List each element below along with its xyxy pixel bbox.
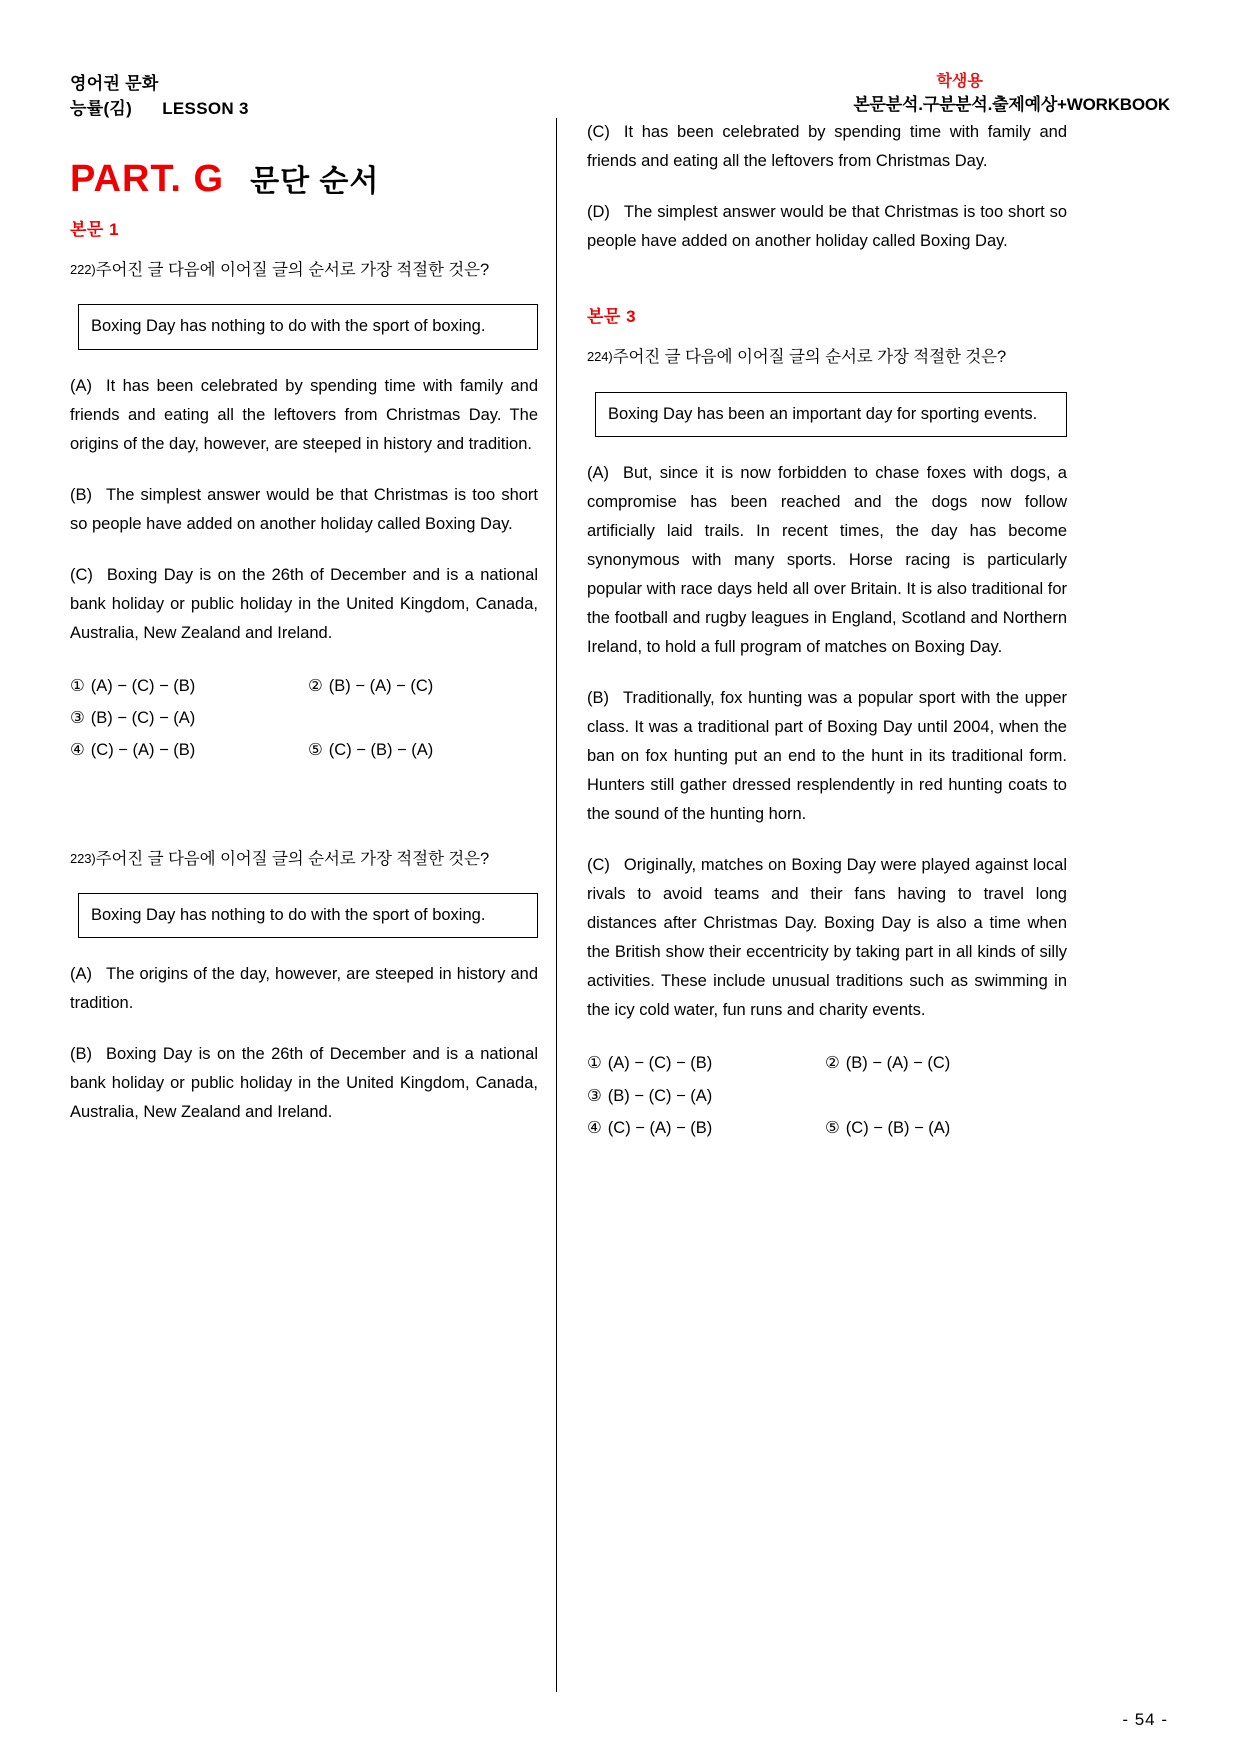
option-4[interactable] (70, 734, 308, 766)
section-label-bonmun-3: 본문 3 (587, 307, 637, 327)
paragraph-tag-a: (A) (70, 965, 92, 984)
question-224-text: 주어진 글 다음에 이어질 글의 순서로 가장 적절한 것은? (612, 348, 1007, 367)
paragraph-body-d: The simplest answer would be that Christmas is too short so people have added on another holiday called Boxing Day. (587, 203, 1067, 251)
paragraph-body-b: Traditionally, fox hunting was a popular sport with the upper class. It was a traditional part of Boxing Day until 2004, when the ban on fox hunting put an end to the hunt in its traditional form. Hunters still gather dressed resplendently in red hunting coats to the sound of the hunting horn. (587, 689, 1067, 824)
option-4[interactable] (587, 1112, 825, 1144)
page-number: - 54 - (1122, 1710, 1168, 1729)
question-222-paragraph-b (70, 481, 538, 539)
option-2[interactable] (308, 670, 433, 702)
question-224-paragraph-c (587, 851, 1067, 1025)
column-divider (556, 118, 557, 1692)
option-2[interactable] (825, 1047, 950, 1079)
paragraph-body-c: It has been celebrated by spending time with family and friends and eating all the leftovers from Christmas Day. (587, 123, 1067, 171)
option-row-1 (70, 670, 538, 702)
question-223-paragraph-d (587, 198, 1067, 256)
paragraph-body-a: But, since it is now forbidden to chase foxes with dogs, a compromise has been reached and the dogs now follow artificially laid trails. In recent times, the day has become synonymous with many sports. Horse racing is particularly popular with race days held all over Britain. It is also traditional for the football and rugby leagues in England, Scotland and Northern Ireland, to hold a full program of matches on Boxing Day. (587, 463, 1067, 657)
option-4-text: (C) − (A) − (B) (607, 1118, 713, 1137)
question-222-passage-box (78, 304, 538, 349)
paragraph-body-b: Boxing Day is on the 26th of December and is a national bank holiday or public holiday in the United Kingdom, Canada, Australia, New Zealand and Ireland. (70, 1045, 538, 1122)
option-2-text: (B) − (A) − (C) (328, 677, 434, 695)
paragraph-body-c: Originally, matches on Boxing Day were played against local rivals to avoid teams and their fans having to travel long distances after Christmas Day. Boxing Day is also a time when the British show their eccentricity by taking part in all kinds of silly activities. These include unusual traditions such as swimming in the icy cold water, fun runs and charity events. (587, 856, 1067, 1020)
option-5-mark: ⑤ (308, 741, 323, 760)
question-224-options (587, 1047, 1067, 1144)
header-right-block (853, 70, 1170, 118)
option-row-3 (70, 734, 538, 766)
question-224-passage-box (595, 392, 1067, 437)
option-5[interactable] (308, 734, 433, 766)
option-3-text: (B) − (C) − (A) (607, 1086, 713, 1105)
option-2-mark: ② (308, 677, 323, 695)
section-label-bonmun-1: 본문 1 (70, 220, 120, 239)
header-subject: 영어권 문화 (70, 74, 159, 93)
question-224-prompt (587, 343, 1067, 371)
right-column (581, 118, 1067, 1692)
paragraph-tag-d: (D) (587, 203, 610, 222)
part-title-korean: 문단 순서 (250, 165, 380, 198)
header-student-label: 학생용 (936, 73, 983, 90)
question-223-paragraph-c (587, 118, 1067, 176)
question-223-prompt (70, 845, 538, 873)
option-2-mark: ② (825, 1054, 840, 1073)
option-1-text: (A) − (C) − (B) (607, 1054, 713, 1073)
paragraph-tag-c: (C) (587, 123, 610, 141)
option-3[interactable] (70, 702, 308, 734)
body-columns (70, 118, 1170, 1692)
paragraph-tag-b: (B) (70, 1045, 92, 1064)
question-222-text: 주어진 글 다음에 이어질 글의 순서로 가장 적절한 것은? (95, 261, 490, 279)
question-222-passage-text: Boxing Day has nothing to do with the sport of boxing. (91, 317, 486, 336)
question-223-passage-text: Boxing Day has nothing to do with the sport of boxing. (91, 905, 486, 924)
option-5-mark: ⑤ (825, 1118, 840, 1137)
header-lesson: 능률(김) LESSON 3 (70, 98, 249, 118)
question-224-paragraph-b (587, 684, 1067, 829)
option-1-mark: ① (70, 677, 85, 695)
paragraph-tag-c: (C) (70, 565, 93, 584)
option-1[interactable] (70, 670, 308, 702)
question-223-paragraph-a (70, 960, 538, 1018)
option-3-mark: ③ (70, 709, 85, 728)
question-223-passage-box (78, 893, 538, 938)
option-1-text: (A) − (C) − (B) (90, 677, 196, 695)
option-3-text: (B) − (C) − (A) (90, 709, 196, 728)
part-title (70, 156, 538, 201)
question-222-prompt (70, 256, 538, 284)
question-223-paragraph-b (70, 1040, 538, 1127)
option-5[interactable] (825, 1112, 950, 1144)
left-column (70, 118, 556, 1692)
question-222-number: 222) (70, 262, 96, 277)
option-2-text: (B) − (A) − (C) (845, 1054, 951, 1073)
question-224-passage-text: Boxing Day has been an important day for sporting events. (608, 404, 1038, 423)
question-224-paragraph-a (587, 459, 1067, 662)
question-222-paragraph-a (70, 372, 538, 459)
paragraph-body-a: It has been celebrated by spending time with family and friends and eating all the leftovers from Christmas Day. The origins of the day, however, are steeped in history and tradition. (70, 376, 538, 453)
question-224-number: 224) (587, 349, 613, 365)
question-222-options (70, 670, 538, 767)
question-223-number: 223) (70, 850, 96, 866)
option-row-1 (587, 1047, 1067, 1079)
part-title-code: PART. G (70, 158, 225, 200)
header-workbook-label: 본문분석.구분분석.출제예상+WORKBOOK (853, 95, 1170, 115)
paragraph-body-c: Boxing Day is on the 26th of December and is a national bank holiday or public holiday in the United Kingdom, Canada, Australia, New Zealand and Ireland. (70, 565, 538, 642)
option-5-text: (C) − (B) − (A) (328, 741, 434, 760)
option-row-2 (587, 1080, 1067, 1112)
page-header (70, 62, 1170, 122)
paragraph-tag-c: (C) (587, 856, 610, 875)
question-223-text: 주어진 글 다음에 이어질 글의 순서로 가장 적절한 것은? (95, 849, 490, 868)
option-4-mark: ④ (587, 1118, 602, 1137)
paragraph-tag-a: (A) (587, 463, 609, 482)
option-row-3 (587, 1112, 1067, 1144)
option-5-text: (C) − (B) − (A) (845, 1118, 951, 1137)
option-4-mark: ④ (70, 741, 85, 760)
header-left-block (70, 72, 249, 121)
question-spacer (70, 767, 538, 845)
paragraph-tag-b: (B) (70, 485, 92, 504)
option-1[interactable] (587, 1047, 825, 1079)
question-222-paragraph-c (70, 561, 538, 648)
option-1-mark: ① (587, 1054, 602, 1073)
option-row-2 (70, 702, 538, 734)
option-4-text: (C) − (A) − (B) (90, 741, 196, 760)
paragraph-body-a: The origins of the day, however, are steeped in history and tradition. (70, 965, 538, 1013)
paragraph-body-b: The simplest answer would be that Christmas is too short so people have added on another holiday called Boxing Day. (70, 485, 538, 533)
paragraph-tag-b: (B) (587, 689, 609, 708)
option-3[interactable] (587, 1080, 825, 1112)
paragraph-tag-a: (A) (70, 376, 92, 395)
option-3-mark: ③ (587, 1086, 602, 1105)
